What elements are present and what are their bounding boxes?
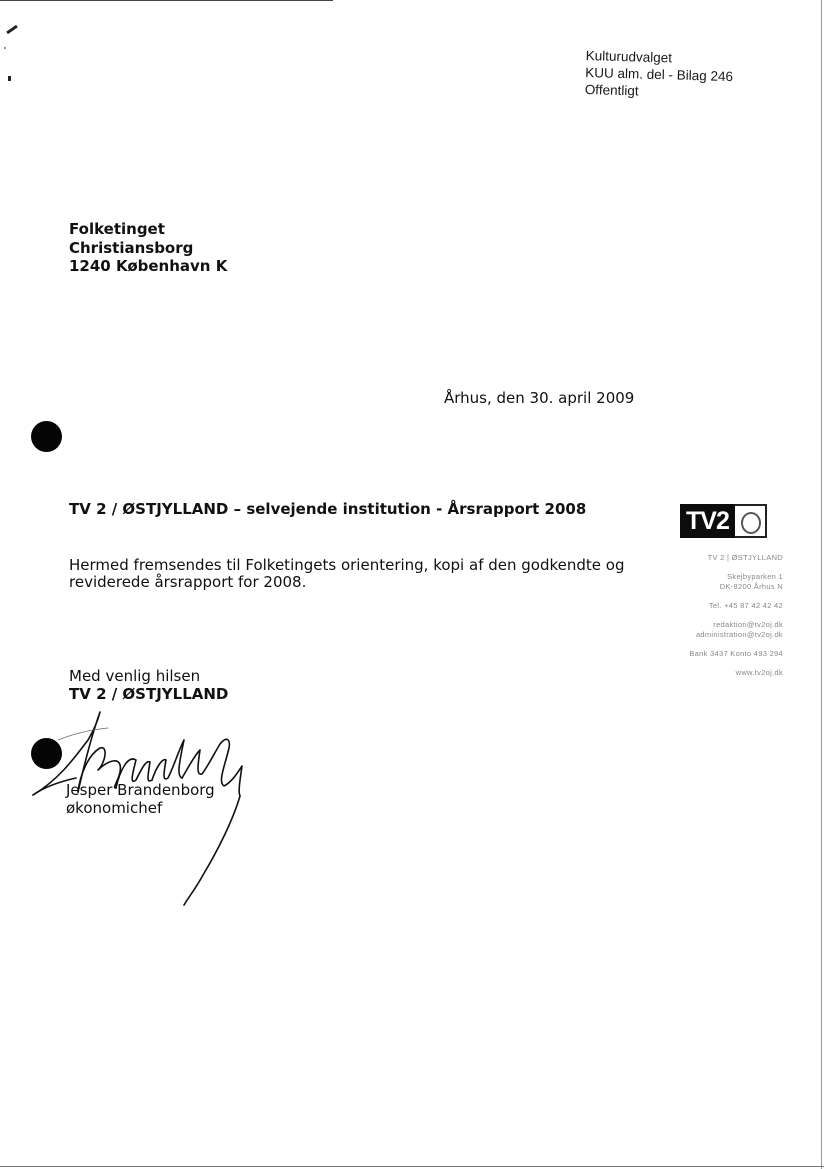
contact-line: TV 2 | ØSTJYLLAND xyxy=(707,553,783,562)
tv2-logo-emblem xyxy=(735,504,767,538)
letter-body: Hermed fremsendes til Folketingets orientering, kopi af den godkendte og reviderede årsrapport for 2008. xyxy=(69,556,625,591)
contact-line: www.tv2oj.dk xyxy=(735,668,783,677)
contact-line: Bank 3437 Konto 493 294 xyxy=(689,649,783,658)
sender-contact-block xyxy=(640,553,783,678)
punch-hole xyxy=(31,421,62,452)
signer-name: Jesper Brandenborg xyxy=(66,781,215,799)
letter-subject: TV 2 / ØSTJYLLAND – selvejende institution - Årsrapport 2008 xyxy=(69,500,587,518)
tv2-logo xyxy=(680,504,767,538)
stamp-status: Offentligt xyxy=(584,81,639,99)
recipient-city: 1240 København K xyxy=(69,257,228,275)
signer-block xyxy=(66,781,215,817)
closing-greeting: Med venlig hilsen xyxy=(69,667,201,685)
contact-line: Tel. +45 87 42 42 42 xyxy=(708,601,783,610)
recipient-street: Christiansborg xyxy=(69,238,194,257)
closing-organization: TV 2 / ØSTJYLLAND xyxy=(69,685,229,703)
letter-date: Århus, den 30. april 2009 xyxy=(444,389,635,407)
recipient-name: Folketinget xyxy=(69,220,165,238)
closing-block xyxy=(69,667,228,703)
recipient-address xyxy=(69,220,227,276)
stamp-reference: KUU alm. del - Bilag 246 xyxy=(585,64,734,85)
scan-edge-bottom xyxy=(0,1166,824,1167)
contact-line: redaktion@tv2oj.dk xyxy=(713,620,783,629)
registration-stamp xyxy=(585,47,734,102)
scan-edge-right xyxy=(821,0,822,1169)
scan-mark xyxy=(4,47,6,49)
tv2-logo-text: TV2 xyxy=(680,504,735,538)
contact-line: administration@tv2oj.dk xyxy=(695,630,783,639)
scan-mark xyxy=(8,76,11,81)
scan-mark xyxy=(6,25,18,34)
contact-line: Skejbyparken 1 xyxy=(727,572,783,581)
signer-title: økonomichef xyxy=(66,799,163,817)
scan-edge-top xyxy=(0,0,333,1)
contact-line: DK-8200 Århus N xyxy=(719,582,783,591)
stamp-committee: Kulturudvalget xyxy=(585,47,673,66)
